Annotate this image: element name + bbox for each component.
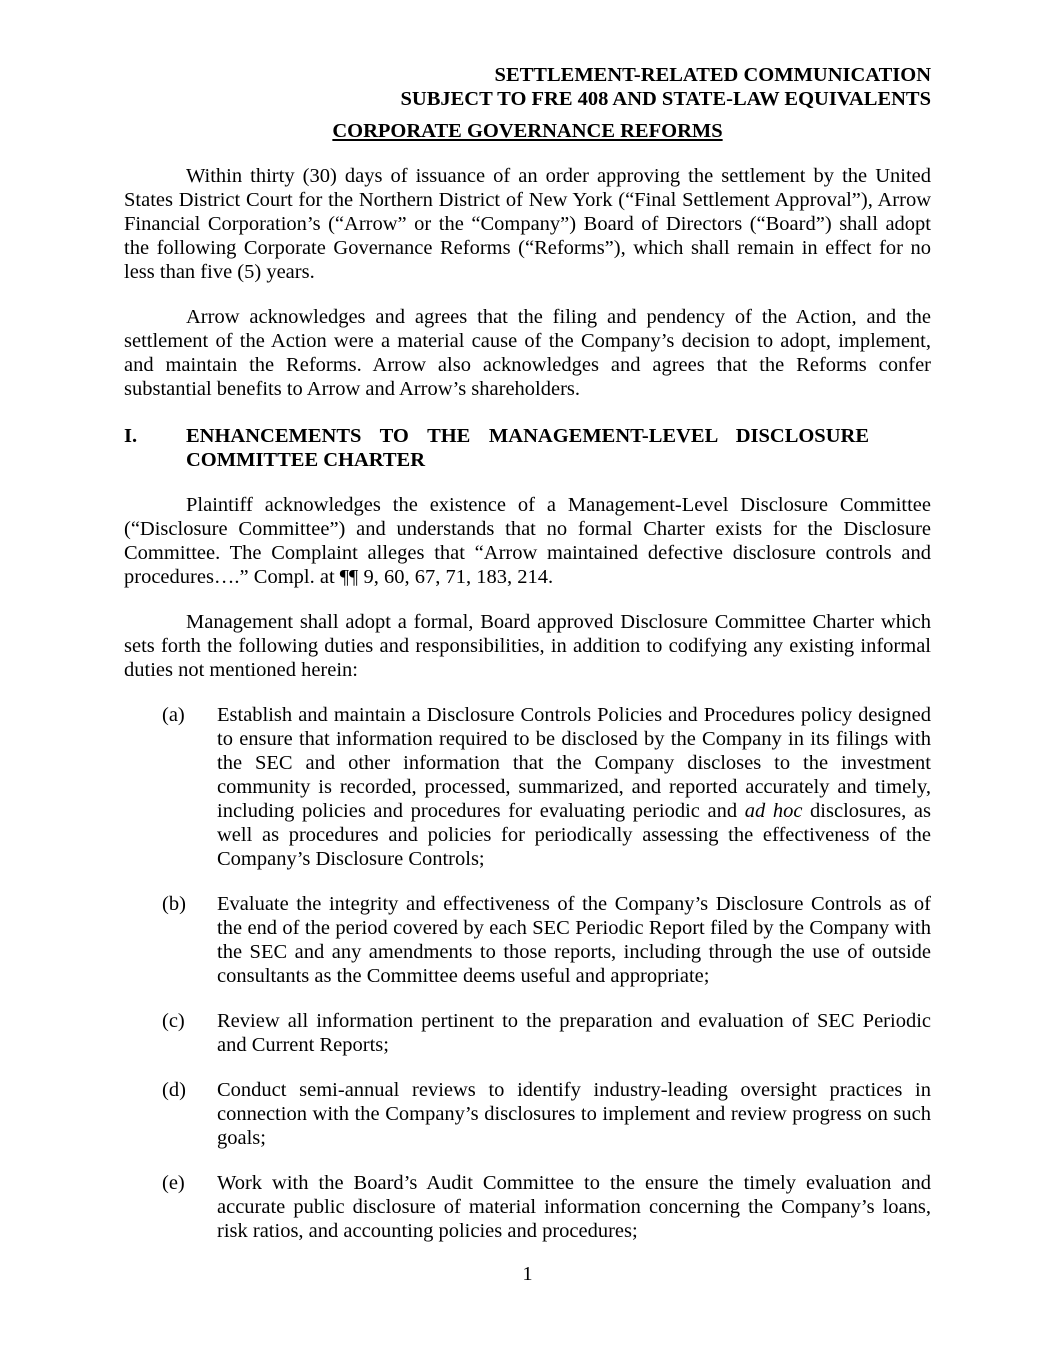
intro-paragraph-1: Within thirty (30) days of issuance of an order approving the settlement by the United States District Court for the Northern District of New York (“Final Settlement Approval”), Arrow Financial Corporation’s (“Arrow” or the “Company”) Board of Directors (“Board”) shall adopt the following Corporate Governance Reforms (“Reforms”), which shall remain in effect for no less than five (5) years.	[124, 165, 931, 283]
section-paragraph-1: Plaintiff acknowledges the existence of a Management-Level Disclosure Committee (“Disclosure Committee”) and understands that no formal Charter exists for the Disclosure Committee. The Complaint alleges that “Arrow maintained defective disclosure controls and procedures….” Compl. at ¶¶ 9, 60, 67, 71, 183, 214.	[124, 494, 931, 588]
list-item-text: Review all information pertinent to the preparation and evaluation of SEC Periodic and Current Reports;	[217, 1010, 931, 1056]
header-line-2: SUBJECT TO FRE 408 AND STATE-LAW EQUIVALENTS	[400, 88, 931, 110]
page-number: 1	[522, 1263, 533, 1285]
intro-paragraph-2: Arrow acknowledges and agrees that the filing and pendency of the Action, and the settlement of the Action were a material cause of the Company’s decision to adopt, implement, and maintain the Reforms. Arrow also acknowledges and agrees that the Reforms confer substantial benefits to Arrow and Arrow’s shareholders.	[124, 306, 931, 400]
section-paragraph-2: Management shall adopt a formal, Board approved Disclosure Committee Charter which sets forth the following duties and responsibilities, in addition to codifying any existing informal duties not mentioned herein:	[124, 611, 931, 681]
list-marker: (d)	[162, 1079, 186, 1101]
list-item	[124, 1171, 931, 1243]
duties-list	[124, 703, 931, 1243]
list-item-text: Conduct semi-annual reviews to identify industry-leading oversight practices in connection with the Company’s disclosures to implement and review progress on such goals;	[217, 1079, 931, 1149]
list-item-text: Work with the Board’s Audit Committee to the ensure the timely evaluation and accurate public disclosure of material information concerning the Company’s loans, risk ratios, and accounting policies and procedures;	[217, 1172, 931, 1242]
list-item	[124, 892, 931, 988]
list-item-text-part: disclosures, as well as procedures and policies for periodically assessing the effectiveness of the Company’s Disclosure Controls;	[217, 800, 931, 870]
document-title: CORPORATE GOVERNANCE REFORMS	[332, 120, 723, 142]
list-marker: (a)	[162, 704, 185, 726]
list-marker: (c)	[162, 1010, 185, 1032]
list-item	[124, 703, 931, 871]
section-heading	[124, 424, 931, 472]
header-line-1: SETTLEMENT-RELATED COMMUNICATION	[494, 64, 931, 86]
document-page	[124, 63, 931, 1264]
section-title: ENHANCEMENTS TO THE MANAGEMENT-LEVEL DISCLOSURE COMMITTEE CHARTER	[186, 425, 869, 471]
list-item	[124, 1078, 931, 1150]
list-item-text	[217, 703, 931, 871]
list-item	[124, 1009, 931, 1057]
section-number: I.	[124, 425, 138, 447]
list-marker: (b)	[162, 893, 186, 915]
list-marker: (e)	[162, 1172, 185, 1194]
list-item-text: Evaluate the integrity and effectiveness of the Company’s Disclosure Controls as of the end of the period covered by each SEC Periodic Report filed by the Company with the SEC and any amendments to those reports, including through the use of outside consultants as the Committee deems useful and appropriate;	[217, 893, 931, 987]
list-item-italic-term: ad hoc	[744, 800, 803, 822]
confidentiality-header	[124, 63, 931, 111]
list-item-text-part: Establish and maintain a Disclosure Controls Policies and Procedures policy designed to ensure that information required to be disclosed by the Company in its filings with the SEC and other information that the Company discloses to the investment community is recorded, processed, summarized, and reported accurately and timely, including policies and procedures for evaluating periodic and	[217, 704, 931, 822]
